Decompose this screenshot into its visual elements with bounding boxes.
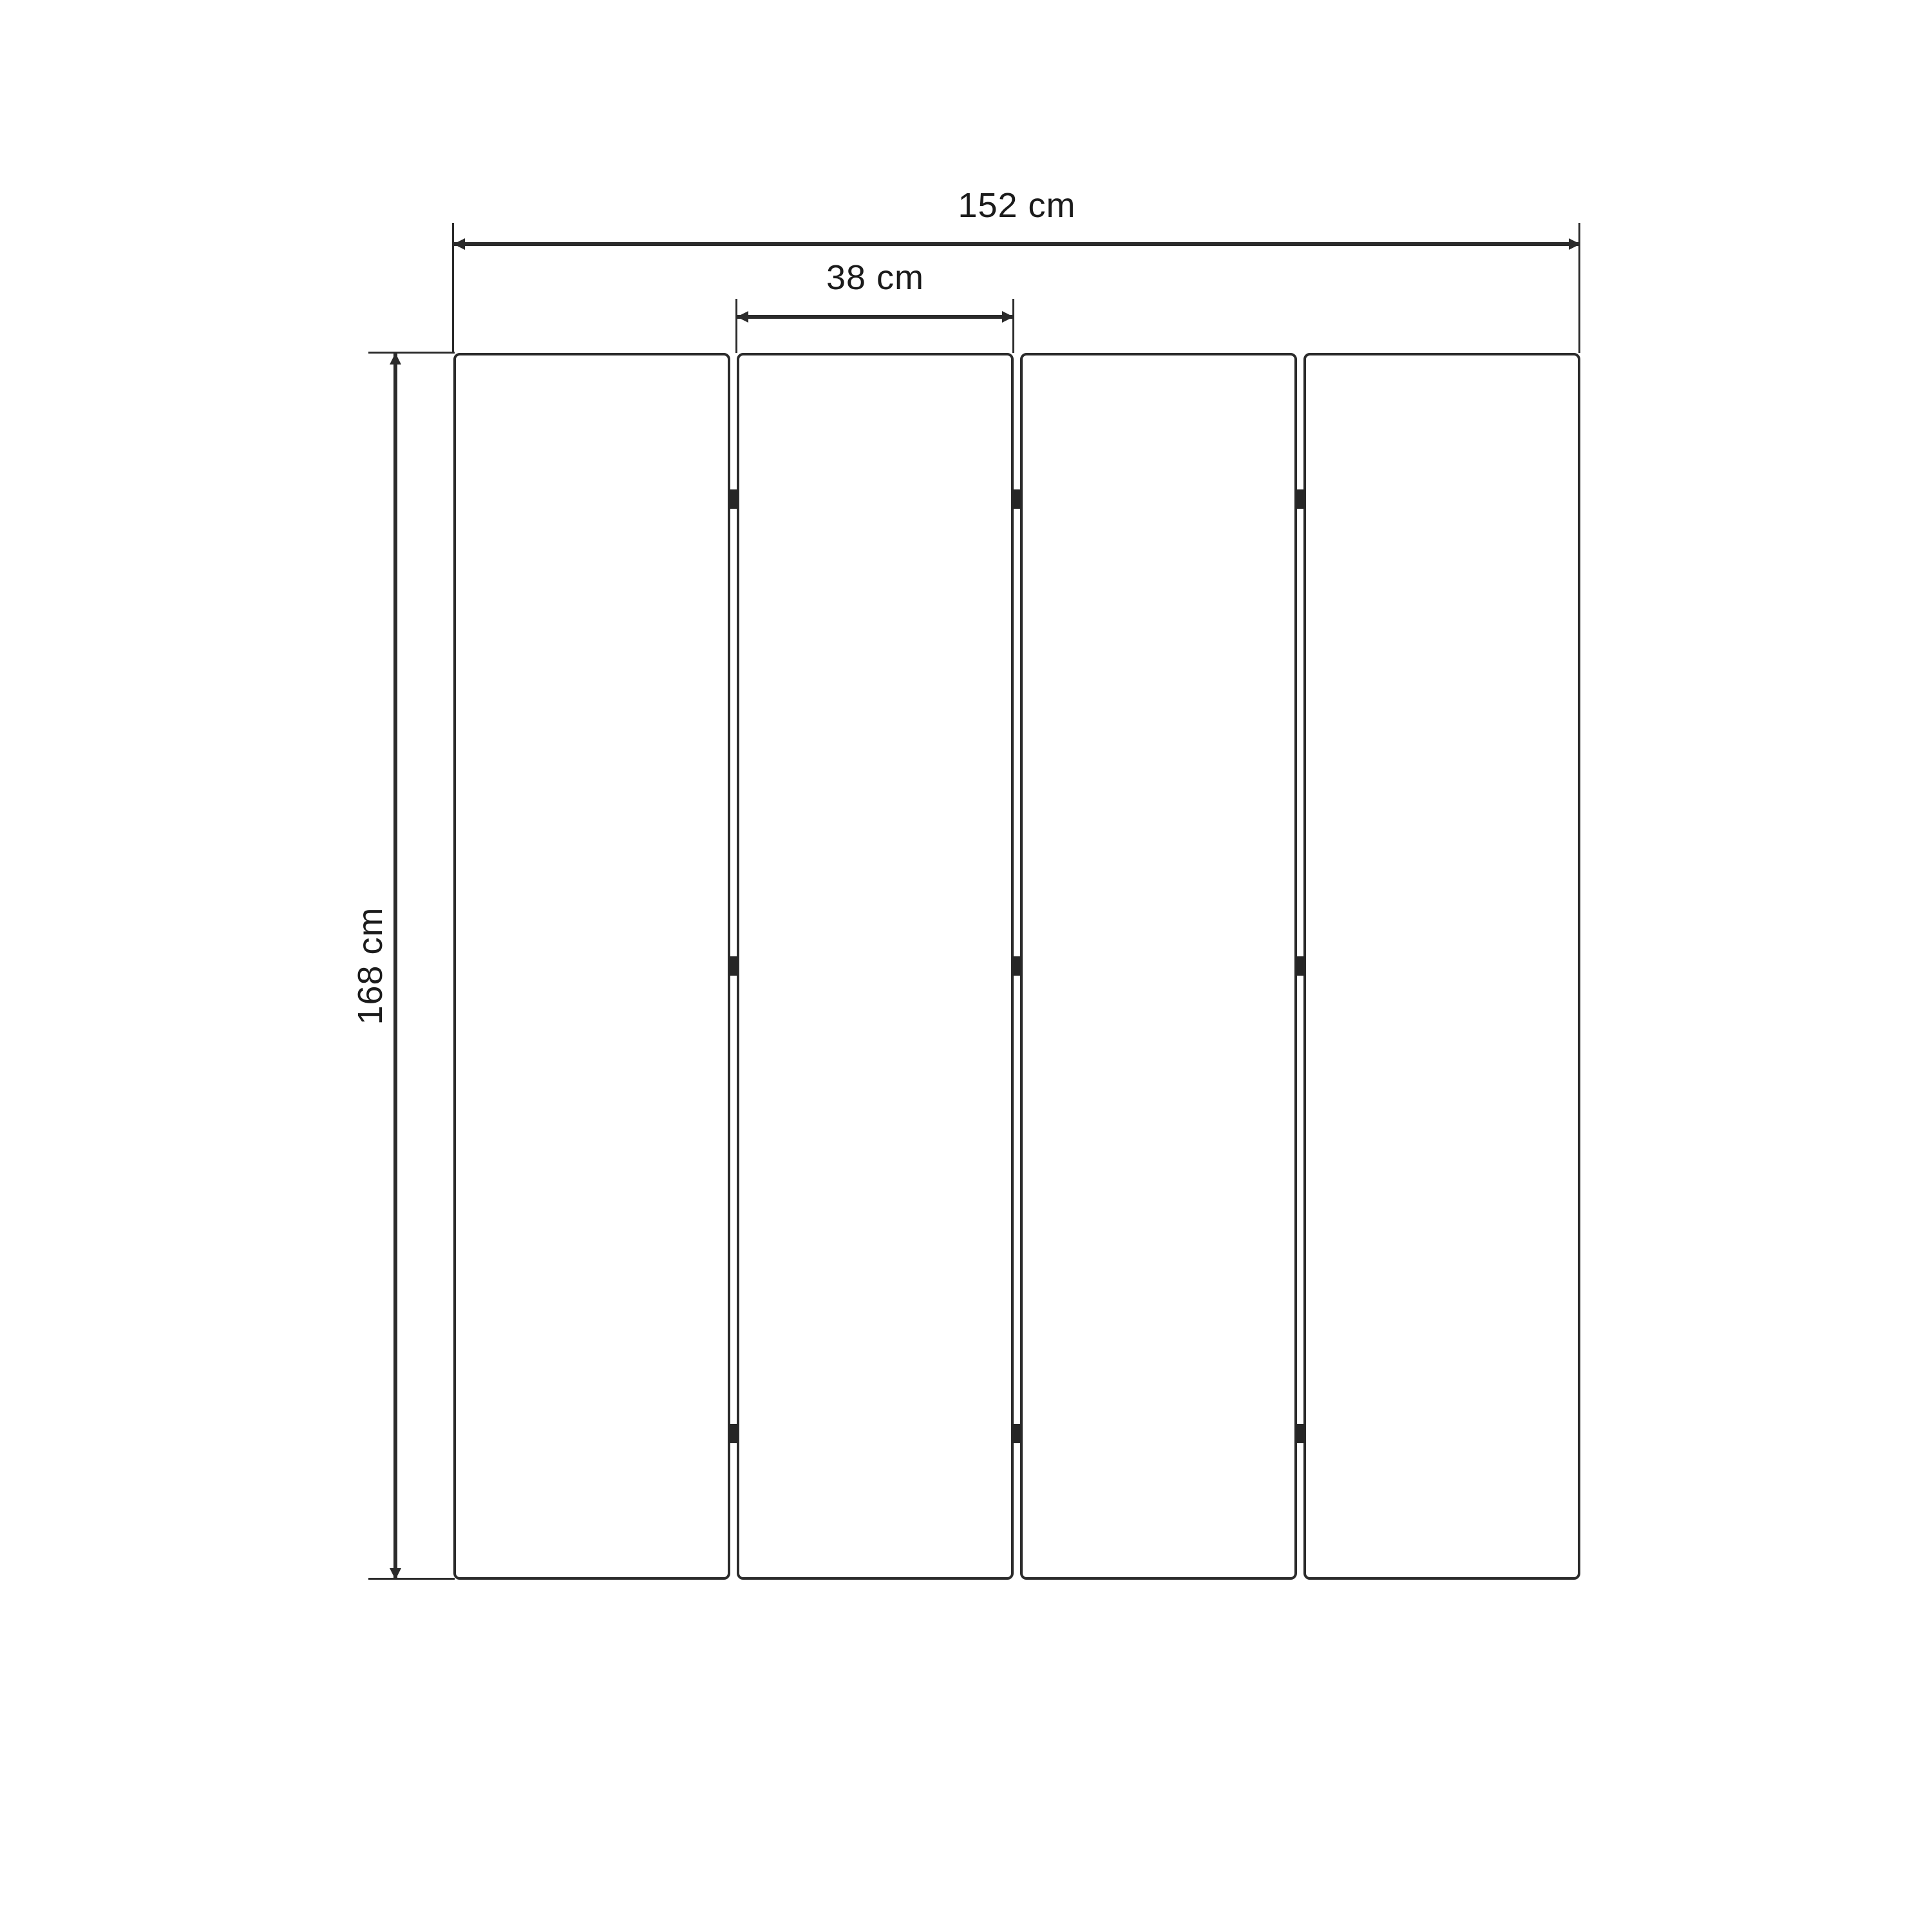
- panel-width-extension-line-left: [735, 299, 737, 353]
- arrow-right-icon: [1002, 311, 1014, 323]
- panel-width-label: 38 cm: [826, 258, 925, 297]
- height-label: 168 cm: [351, 907, 390, 1025]
- hinge: [729, 1424, 738, 1443]
- hinge: [729, 489, 738, 509]
- height-extension-line-top: [368, 352, 455, 354]
- hinge: [1296, 956, 1305, 976]
- arrow-left-icon: [737, 311, 748, 323]
- arrow-up-icon: [390, 353, 401, 365]
- arrow-left-icon: [453, 238, 465, 250]
- height-dimension-line: [393, 353, 397, 1580]
- hinge: [1296, 1424, 1305, 1443]
- panel-width-dimension-line: [737, 315, 1014, 319]
- panel-1: [453, 353, 730, 1580]
- panel-4: [1303, 353, 1580, 1580]
- height-extension-line-bottom: [368, 1578, 455, 1580]
- total-width-label: 152 cm: [958, 186, 1076, 225]
- panel-3: [1020, 353, 1297, 1580]
- arrow-right-icon: [1569, 238, 1580, 250]
- hinge: [1012, 489, 1021, 509]
- hinge: [729, 956, 738, 976]
- hinge: [1012, 956, 1021, 976]
- panel-width-extension-line-right: [1012, 299, 1014, 353]
- total-width-dimension-line: [453, 242, 1580, 246]
- hinge: [1012, 1424, 1021, 1443]
- arrow-down-icon: [390, 1568, 401, 1580]
- panel-2: [737, 353, 1014, 1580]
- hinge: [1296, 489, 1305, 509]
